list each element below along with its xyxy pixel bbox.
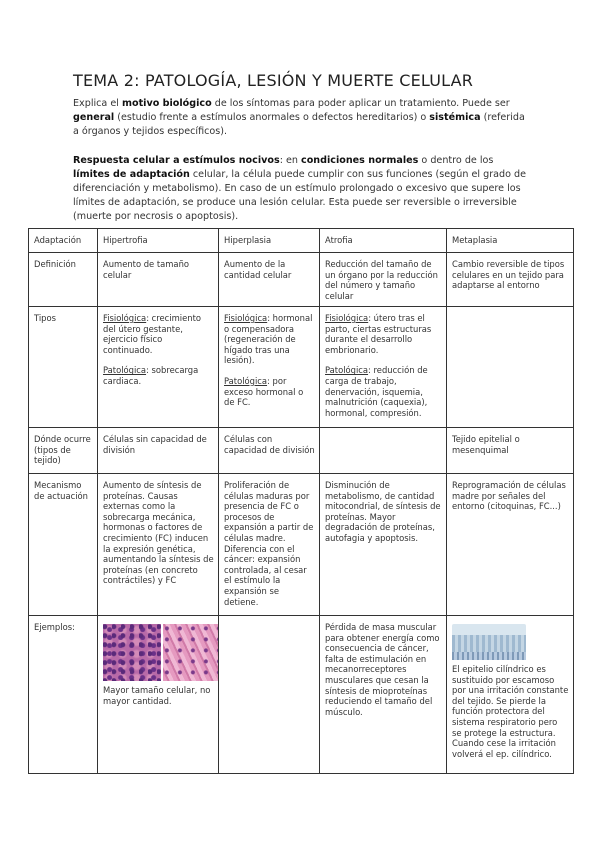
tipo-patologica — [224, 376, 315, 408]
table-cell — [219, 616, 320, 774]
intro-text-3: (estudio frente a estímulos anormales o defectos hereditarios) o — [114, 112, 430, 123]
intro-bold-1: motivo biológico — [121, 98, 212, 109]
header-cell: Hipertrofia — [98, 229, 219, 253]
ejemplo-text: Mayor tamaño celular, no mayor cantidad. — [103, 685, 211, 706]
intro-bold-3: sistémica — [429, 112, 481, 123]
table-cell — [447, 307, 574, 428]
row-label: Definición — [29, 253, 98, 307]
intro-bold-2: general — [73, 112, 115, 123]
patologica-label: Patológica — [325, 365, 369, 376]
patologica-label: Patológica — [103, 365, 147, 376]
table-cell: Reducción del tamaño de un órgano por la reducción del número y tamaño celular — [320, 253, 447, 307]
table-cell — [98, 616, 219, 774]
table-header-row — [29, 229, 574, 253]
header-cell: Metaplasia — [447, 229, 574, 253]
hypertrophy-micrograph-right — [163, 624, 219, 681]
patologica-text: : por exceso hormonal o de FC. — [224, 375, 304, 408]
table-cell: Aumento de la cantidad celular — [219, 253, 320, 307]
respuesta-bold-1: Respuesta celular a estímulos nocivos — [73, 155, 280, 166]
respuesta-bold-2: condiciones normales — [301, 155, 419, 166]
tipo-fisiologica — [224, 313, 315, 366]
row-label: Dónde ocurre (tipos de tejido) — [29, 428, 98, 474]
intro-text-1: Explica el — [73, 98, 122, 109]
table-cell: Disminución de metabolismo, de cantidad mitocondrial, de síntesis de proteínas. Mayor degradación de proteínas, autofagia y apoptosis. — [320, 474, 447, 616]
fisiologica-text: : crecimiento del útero gestante, ejercicio físico continuado. — [103, 313, 201, 355]
table-cell: Proliferación de células maduras por presencia de FC o procesos de expansión a partir de células madre. Diferencia con el cáncer: expansión controlada, al cesar el estímulo la expansión se detiene. — [219, 474, 320, 616]
patologica-text: : sobrecarga cardiaca. — [103, 365, 199, 386]
table-cell: Tejido epitelial o mesenquimal — [447, 428, 574, 474]
tipo-fisiologica — [325, 313, 442, 355]
fisiologica-text: : hormonal o compensadora (regeneración de hígado tras una lesión). — [224, 313, 313, 366]
respuesta-text-2: o dentro de los — [418, 155, 494, 166]
row-label: Ejemplos: — [29, 616, 98, 774]
ejemplo-text: El epitelio cilíndrico es sustituido por escamoso por una irritación constante del tejido. Se pierde la función protectora del sistema respiratorio pero se protege la estructura. Cuando cese la irritación volverá el ep. cilíndrico. — [452, 664, 569, 759]
table-cell: Células con capacidad de división — [219, 428, 320, 474]
patologica-text: : reducción de carga de trabajo, denervación, isquemia, malnutrición (caquexia), hormonal, compresión. — [325, 365, 428, 418]
histology-image — [103, 624, 214, 681]
table-row-tipos — [29, 307, 574, 428]
fisiologica-label: Fisiológica — [224, 313, 268, 323]
adaptation-table — [28, 228, 574, 774]
intro-text-4: (referida a órganos y tejidos específicos). — [73, 112, 525, 137]
respuesta-paragraph — [73, 154, 533, 224]
intro-text-2: de los síntomas para poder aplicar un tratamiento. Puede ser — [211, 98, 510, 109]
table-row-definicion — [29, 253, 574, 307]
table-cell: Pérdida de masa muscular para obtener energía como consecuencia de cáncer, falta de estimulación en mecanorreceptores musculares que cesan la síntesis de mioproteínas reduciendo el tamaño del músculo. — [320, 616, 447, 774]
table-cell — [320, 307, 447, 428]
respuesta-bold-3: límites de adaptación — [73, 169, 190, 180]
table-row-mecanismo — [29, 474, 574, 616]
patologica-label: Patológica — [224, 375, 268, 386]
table-row-ejemplos — [29, 616, 574, 774]
tipo-patologica — [325, 365, 442, 418]
table-cell: Células sin capacidad de división — [98, 428, 219, 474]
row-label: Tipos — [29, 307, 98, 428]
fisiologica-label: Fisiológica — [325, 313, 369, 323]
respuesta-text-3: celular, la célula puede cumplir con sus funciones (según el grado de diferenciación y metabolismo). En caso de un estímulo prolongado o excesivo que supere los límites de adaptación, se produce una lesión celular. Esta puede ser reversible o irreversible (muerte por necrosis o apoptosis). — [73, 169, 527, 222]
intro-paragraph — [73, 97, 533, 139]
table-cell — [219, 307, 320, 428]
table-cell — [447, 616, 574, 774]
table-cell: Reprogramación de células madre por señales del entorno (citoquinas, FC...) — [447, 474, 574, 616]
header-cell: Hiperplasia — [219, 229, 320, 253]
tipo-patologica — [103, 365, 214, 386]
table-cell: Aumento de síntesis de proteínas. Causas externas como la sobrecarga mecánica, hormonas o factores de crecimiento (FC) inducen la expresión genética, aumentando la síntesis de proteínas (en concreto contráctiles) y FC — [98, 474, 219, 616]
row-label: Mecanismo de actuación — [29, 474, 98, 616]
fisiologica-text: : útero tras el parto, ciertas estructuras durante el desarrollo embrionario. — [325, 313, 432, 355]
fisiologica-label: Fisiológica — [103, 313, 147, 323]
hypertrophy-micrograph-left — [103, 624, 161, 681]
header-cell: Atrofia — [320, 229, 447, 253]
table-cell — [98, 307, 219, 428]
table-cell: Cambio reversible de tipos celulares en un tejido para adaptarse al entorno — [447, 253, 574, 307]
table-cell: Aumento de tamaño celular — [98, 253, 219, 307]
tipo-fisiologica — [103, 313, 214, 355]
table-cell — [320, 428, 447, 474]
respuesta-text-1: : en — [279, 155, 302, 166]
page-title: TEMA 2: PATOLOGÍA, LESIÓN Y MUERTE CELULAR — [73, 71, 474, 90]
table-row-donde — [29, 428, 574, 474]
header-cell: Adaptación — [29, 229, 98, 253]
epithelium-image — [452, 624, 526, 660]
